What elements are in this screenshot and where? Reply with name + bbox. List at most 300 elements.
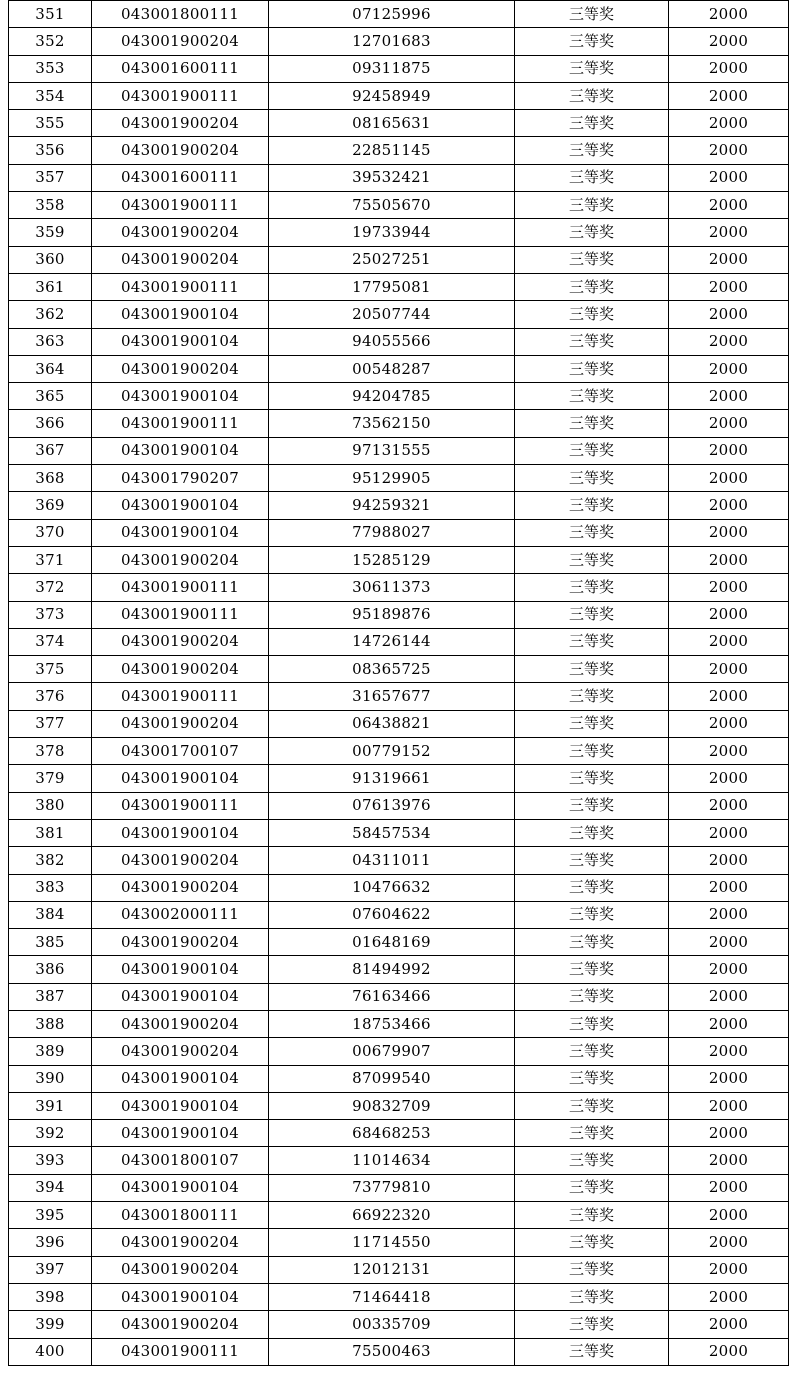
prize-amount-cell: 2000 (669, 1202, 789, 1229)
prize-level-cell: 三等奖 (515, 628, 669, 655)
prize-level-cell: 三等奖 (515, 1338, 669, 1365)
table-row (9, 574, 789, 601)
prize-level-cell: 三等奖 (515, 273, 669, 300)
invoice-number-cell: 08165631 (269, 110, 515, 137)
invoice-number-cell: 94204785 (269, 383, 515, 410)
prize-amount-cell: 2000 (669, 1311, 789, 1338)
invoice-number-cell: 71464418 (269, 1283, 515, 1310)
invoice-number-cell: 12012131 (269, 1256, 515, 1283)
row-index-cell: 356 (9, 137, 92, 164)
row-index-cell: 390 (9, 1065, 92, 1092)
prize-amount-cell: 2000 (669, 847, 789, 874)
prize-level-cell: 三等奖 (515, 1065, 669, 1092)
invoice-code-cell: 043001900204 (92, 110, 269, 137)
invoice-number-cell: 97131555 (269, 437, 515, 464)
invoice-number-cell: 30611373 (269, 574, 515, 601)
invoice-number-cell: 73779810 (269, 1174, 515, 1201)
prize-level-cell: 三等奖 (515, 847, 669, 874)
table-row (9, 1283, 789, 1310)
prize-table (8, 0, 789, 1366)
prize-level-cell: 三等奖 (515, 983, 669, 1010)
row-index-cell: 387 (9, 983, 92, 1010)
invoice-code-cell: 043001900204 (92, 137, 269, 164)
prize-amount-cell: 2000 (669, 328, 789, 355)
row-index-cell: 359 (9, 219, 92, 246)
prize-level-cell: 三等奖 (515, 383, 669, 410)
table-row (9, 874, 789, 901)
invoice-code-cell: 043001900111 (92, 273, 269, 300)
invoice-code-cell: 043001900204 (92, 847, 269, 874)
invoice-number-cell: 12701683 (269, 28, 515, 55)
row-index-cell: 364 (9, 355, 92, 382)
invoice-number-cell: 11714550 (269, 1229, 515, 1256)
table-row (9, 1256, 789, 1283)
prize-amount-cell: 2000 (669, 546, 789, 573)
prize-level-cell: 三等奖 (515, 574, 669, 601)
prize-amount-cell: 2000 (669, 437, 789, 464)
prize-amount-cell: 2000 (669, 55, 789, 82)
invoice-number-cell: 20507744 (269, 301, 515, 328)
table-row (9, 1010, 789, 1037)
invoice-code-cell: 043001600111 (92, 55, 269, 82)
table-row (9, 192, 789, 219)
row-index-cell: 369 (9, 492, 92, 519)
invoice-code-cell: 043001790207 (92, 465, 269, 492)
prize-amount-cell: 2000 (669, 137, 789, 164)
invoice-code-cell: 043001800111 (92, 1, 269, 28)
prize-level-cell: 三等奖 (515, 710, 669, 737)
row-index-cell: 358 (9, 192, 92, 219)
invoice-number-cell: 66922320 (269, 1202, 515, 1229)
table-row (9, 465, 789, 492)
prize-amount-cell: 2000 (669, 192, 789, 219)
row-index-cell: 376 (9, 683, 92, 710)
row-index-cell: 389 (9, 1038, 92, 1065)
prize-level-cell: 三等奖 (515, 546, 669, 573)
invoice-code-cell: 043001900104 (92, 437, 269, 464)
row-index-cell: 353 (9, 55, 92, 82)
invoice-code-cell: 043001900204 (92, 1256, 269, 1283)
invoice-number-cell: 75500463 (269, 1338, 515, 1365)
invoice-number-cell: 07613976 (269, 792, 515, 819)
row-index-cell: 379 (9, 765, 92, 792)
prize-amount-cell: 2000 (669, 246, 789, 273)
invoice-number-cell: 90832709 (269, 1092, 515, 1119)
row-index-cell: 372 (9, 574, 92, 601)
prize-amount-cell: 2000 (669, 819, 789, 846)
invoice-code-cell: 043001900104 (92, 765, 269, 792)
invoice-number-cell: 19733944 (269, 219, 515, 246)
row-index-cell: 383 (9, 874, 92, 901)
row-index-cell: 377 (9, 710, 92, 737)
invoice-number-cell: 00779152 (269, 738, 515, 765)
table-row (9, 164, 789, 191)
invoice-code-cell: 043001900104 (92, 519, 269, 546)
prize-amount-cell: 2000 (669, 164, 789, 191)
invoice-number-cell: 73562150 (269, 410, 515, 437)
row-index-cell: 354 (9, 82, 92, 109)
table-row (9, 847, 789, 874)
prize-level-cell: 三等奖 (515, 1147, 669, 1174)
prize-level-cell: 三等奖 (515, 246, 669, 273)
invoice-number-cell: 18753466 (269, 1010, 515, 1037)
table-row (9, 901, 789, 928)
table-row (9, 738, 789, 765)
table-row (9, 519, 789, 546)
prize-level-cell: 三等奖 (515, 683, 669, 710)
row-index-cell: 355 (9, 110, 92, 137)
row-index-cell: 361 (9, 273, 92, 300)
prize-amount-cell: 2000 (669, 901, 789, 928)
prize-amount-cell: 2000 (669, 710, 789, 737)
row-index-cell: 391 (9, 1092, 92, 1119)
row-index-cell: 362 (9, 301, 92, 328)
prize-level-cell: 三等奖 (515, 1038, 669, 1065)
table-row (9, 355, 789, 382)
invoice-code-cell: 043002000111 (92, 901, 269, 928)
invoice-number-cell: 00548287 (269, 355, 515, 382)
prize-level-cell: 三等奖 (515, 28, 669, 55)
row-index-cell: 386 (9, 956, 92, 983)
prize-level-cell: 三等奖 (515, 301, 669, 328)
table-row (9, 1174, 789, 1201)
invoice-number-cell: 14726144 (269, 628, 515, 655)
prize-amount-cell: 2000 (669, 82, 789, 109)
invoice-code-cell: 043001900204 (92, 355, 269, 382)
invoice-code-cell: 043001900204 (92, 219, 269, 246)
row-index-cell: 373 (9, 601, 92, 628)
prize-level-cell: 三等奖 (515, 819, 669, 846)
prize-level-cell: 三等奖 (515, 355, 669, 382)
prize-amount-cell: 2000 (669, 465, 789, 492)
prize-amount-cell: 2000 (669, 874, 789, 901)
invoice-number-cell: 22851145 (269, 137, 515, 164)
prize-amount-cell: 2000 (669, 273, 789, 300)
row-index-cell: 384 (9, 901, 92, 928)
prize-amount-cell: 2000 (669, 601, 789, 628)
invoice-code-cell: 043001900104 (92, 1092, 269, 1119)
table-row (9, 410, 789, 437)
prize-amount-cell: 2000 (669, 1, 789, 28)
table-row (9, 956, 789, 983)
prize-amount-cell: 2000 (669, 656, 789, 683)
row-index-cell: 370 (9, 519, 92, 546)
invoice-number-cell: 95129905 (269, 465, 515, 492)
prize-amount-cell: 2000 (669, 301, 789, 328)
table-row (9, 628, 789, 655)
prize-level-cell: 三等奖 (515, 1174, 669, 1201)
prize-level-cell: 三等奖 (515, 1, 669, 28)
row-index-cell: 393 (9, 1147, 92, 1174)
invoice-code-cell: 043001800111 (92, 1202, 269, 1229)
table-row (9, 929, 789, 956)
row-index-cell: 380 (9, 792, 92, 819)
table-row (9, 1338, 789, 1365)
row-index-cell: 351 (9, 1, 92, 28)
invoice-code-cell: 043001900104 (92, 1283, 269, 1310)
row-index-cell: 395 (9, 1202, 92, 1229)
table-row (9, 1311, 789, 1338)
table-row (9, 110, 789, 137)
table-row (9, 1120, 789, 1147)
prize-level-cell: 三等奖 (515, 1092, 669, 1119)
invoice-code-cell: 043001900111 (92, 601, 269, 628)
prize-amount-cell: 2000 (669, 219, 789, 246)
prize-amount-cell: 2000 (669, 410, 789, 437)
table-row (9, 983, 789, 1010)
invoice-number-cell: 15285129 (269, 546, 515, 573)
row-index-cell: 392 (9, 1120, 92, 1147)
row-index-cell: 396 (9, 1229, 92, 1256)
invoice-code-cell: 043001900104 (92, 383, 269, 410)
prize-level-cell: 三等奖 (515, 1010, 669, 1037)
prize-amount-cell: 2000 (669, 492, 789, 519)
table-row (9, 1038, 789, 1065)
invoice-number-cell: 08365725 (269, 656, 515, 683)
table-row (9, 1, 789, 28)
table-row (9, 492, 789, 519)
invoice-number-cell: 25027251 (269, 246, 515, 273)
invoice-code-cell: 043001900111 (92, 792, 269, 819)
table-row (9, 328, 789, 355)
invoice-number-cell: 00679907 (269, 1038, 515, 1065)
table-row (9, 219, 789, 246)
prize-amount-cell: 2000 (669, 574, 789, 601)
invoice-number-cell: 31657677 (269, 683, 515, 710)
prize-amount-cell: 2000 (669, 1174, 789, 1201)
prize-level-cell: 三等奖 (515, 1202, 669, 1229)
row-index-cell: 368 (9, 465, 92, 492)
prize-level-cell: 三等奖 (515, 55, 669, 82)
prize-level-cell: 三等奖 (515, 792, 669, 819)
row-index-cell: 400 (9, 1338, 92, 1365)
invoice-code-cell: 043001900204 (92, 929, 269, 956)
prize-amount-cell: 2000 (669, 1338, 789, 1365)
invoice-code-cell: 043001900204 (92, 246, 269, 273)
invoice-number-cell: 06438821 (269, 710, 515, 737)
invoice-code-cell: 043001900104 (92, 492, 269, 519)
prize-amount-cell: 2000 (669, 683, 789, 710)
invoice-code-cell: 043001900104 (92, 328, 269, 355)
invoice-number-cell: 76163466 (269, 983, 515, 1010)
invoice-number-cell: 87099540 (269, 1065, 515, 1092)
row-index-cell: 397 (9, 1256, 92, 1283)
table-row (9, 137, 789, 164)
prize-level-cell: 三等奖 (515, 164, 669, 191)
invoice-number-cell: 01648169 (269, 929, 515, 956)
invoice-code-cell: 043001900204 (92, 1038, 269, 1065)
invoice-code-cell: 043001900204 (92, 546, 269, 573)
prize-level-cell: 三等奖 (515, 519, 669, 546)
invoice-number-cell: 94055566 (269, 328, 515, 355)
invoice-code-cell: 043001900111 (92, 683, 269, 710)
invoice-code-cell: 043001600111 (92, 164, 269, 191)
prize-level-cell: 三等奖 (515, 437, 669, 464)
prize-amount-cell: 2000 (669, 355, 789, 382)
table-row (9, 792, 789, 819)
invoice-code-cell: 043001900104 (92, 956, 269, 983)
prize-amount-cell: 2000 (669, 738, 789, 765)
invoice-code-cell: 043001900204 (92, 28, 269, 55)
prize-level-cell: 三等奖 (515, 738, 669, 765)
prize-level-cell: 三等奖 (515, 1120, 669, 1147)
prize-amount-cell: 2000 (669, 383, 789, 410)
table-row (9, 765, 789, 792)
prize-amount-cell: 2000 (669, 1147, 789, 1174)
invoice-code-cell: 043001900204 (92, 656, 269, 683)
prize-amount-cell: 2000 (669, 765, 789, 792)
invoice-code-cell: 043001900104 (92, 819, 269, 846)
prize-level-cell: 三等奖 (515, 956, 669, 983)
prize-level-cell: 三等奖 (515, 765, 669, 792)
invoice-code-cell: 043001900104 (92, 301, 269, 328)
invoice-code-cell: 043001900204 (92, 628, 269, 655)
table-row (9, 1229, 789, 1256)
table-row (9, 1092, 789, 1119)
row-index-cell: 367 (9, 437, 92, 464)
invoice-code-cell: 043001900204 (92, 1010, 269, 1037)
table-row (9, 273, 789, 300)
invoice-code-cell: 043001900104 (92, 1174, 269, 1201)
prize-level-cell: 三等奖 (515, 1229, 669, 1256)
invoice-number-cell: 10476632 (269, 874, 515, 901)
invoice-code-cell: 043001900204 (92, 874, 269, 901)
row-index-cell: 382 (9, 847, 92, 874)
invoice-code-cell: 043001900111 (92, 192, 269, 219)
row-index-cell: 366 (9, 410, 92, 437)
prize-level-cell: 三等奖 (515, 465, 669, 492)
row-index-cell: 398 (9, 1283, 92, 1310)
table-row (9, 656, 789, 683)
table-row (9, 437, 789, 464)
table-row (9, 1065, 789, 1092)
prize-amount-cell: 2000 (669, 1256, 789, 1283)
prize-level-cell: 三等奖 (515, 656, 669, 683)
table-row (9, 301, 789, 328)
invoice-code-cell: 043001900111 (92, 574, 269, 601)
prize-amount-cell: 2000 (669, 792, 789, 819)
prize-level-cell: 三等奖 (515, 1311, 669, 1338)
table-row (9, 28, 789, 55)
prize-amount-cell: 2000 (669, 956, 789, 983)
invoice-number-cell: 91319661 (269, 765, 515, 792)
invoice-code-cell: 043001800107 (92, 1147, 269, 1174)
prize-amount-cell: 2000 (669, 628, 789, 655)
invoice-code-cell: 043001900111 (92, 1338, 269, 1365)
invoice-number-cell: 95189876 (269, 601, 515, 628)
prize-level-cell: 三等奖 (515, 874, 669, 901)
row-index-cell: 352 (9, 28, 92, 55)
prize-amount-cell: 2000 (669, 983, 789, 1010)
table-row (9, 546, 789, 573)
invoice-code-cell: 043001900111 (92, 82, 269, 109)
prize-level-cell: 三等奖 (515, 601, 669, 628)
invoice-number-cell: 58457534 (269, 819, 515, 846)
row-index-cell: 375 (9, 656, 92, 683)
invoice-number-cell: 09311875 (269, 55, 515, 82)
table-row (9, 82, 789, 109)
prize-amount-cell: 2000 (669, 1120, 789, 1147)
invoice-code-cell: 043001900204 (92, 1311, 269, 1338)
row-index-cell: 374 (9, 628, 92, 655)
row-index-cell: 399 (9, 1311, 92, 1338)
prize-level-cell: 三等奖 (515, 1256, 669, 1283)
invoice-number-cell: 07125996 (269, 1, 515, 28)
row-index-cell: 394 (9, 1174, 92, 1201)
invoice-number-cell: 94259321 (269, 492, 515, 519)
prize-amount-cell: 2000 (669, 929, 789, 956)
invoice-number-cell: 00335709 (269, 1311, 515, 1338)
invoice-number-cell: 75505670 (269, 192, 515, 219)
invoice-code-cell: 043001700107 (92, 738, 269, 765)
prize-amount-cell: 2000 (669, 1065, 789, 1092)
table-row (9, 246, 789, 273)
row-index-cell: 357 (9, 164, 92, 191)
row-index-cell: 365 (9, 383, 92, 410)
prize-level-cell: 三等奖 (515, 82, 669, 109)
table-row (9, 819, 789, 846)
row-index-cell: 388 (9, 1010, 92, 1037)
prize-amount-cell: 2000 (669, 1283, 789, 1310)
table-row (9, 683, 789, 710)
invoice-code-cell: 043001900204 (92, 1229, 269, 1256)
prize-level-cell: 三等奖 (515, 328, 669, 355)
invoice-code-cell: 043001900111 (92, 410, 269, 437)
row-index-cell: 371 (9, 546, 92, 573)
prize-level-cell: 三等奖 (515, 219, 669, 246)
invoice-code-cell: 043001900104 (92, 983, 269, 1010)
invoice-number-cell: 92458949 (269, 82, 515, 109)
prize-amount-cell: 2000 (669, 28, 789, 55)
prize-level-cell: 三等奖 (515, 110, 669, 137)
invoice-number-cell: 04311011 (269, 847, 515, 874)
invoice-number-cell: 81494992 (269, 956, 515, 983)
invoice-number-cell: 11014634 (269, 1147, 515, 1174)
invoice-number-cell: 39532421 (269, 164, 515, 191)
table-row (9, 55, 789, 82)
row-index-cell: 360 (9, 246, 92, 273)
prize-level-cell: 三等奖 (515, 192, 669, 219)
table-row (9, 601, 789, 628)
prize-level-cell: 三等奖 (515, 137, 669, 164)
row-index-cell: 381 (9, 819, 92, 846)
table-row (9, 383, 789, 410)
table-row (9, 710, 789, 737)
invoice-number-cell: 17795081 (269, 273, 515, 300)
invoice-number-cell: 07604622 (269, 901, 515, 928)
prize-level-cell: 三等奖 (515, 1283, 669, 1310)
invoice-code-cell: 043001900104 (92, 1065, 269, 1092)
prize-level-cell: 三等奖 (515, 410, 669, 437)
prize-table-body (9, 1, 789, 1366)
row-index-cell: 385 (9, 929, 92, 956)
prize-level-cell: 三等奖 (515, 929, 669, 956)
row-index-cell: 378 (9, 738, 92, 765)
prize-amount-cell: 2000 (669, 519, 789, 546)
invoice-number-cell: 68468253 (269, 1120, 515, 1147)
invoice-code-cell: 043001900104 (92, 1120, 269, 1147)
prize-level-cell: 三等奖 (515, 492, 669, 519)
prize-level-cell: 三等奖 (515, 901, 669, 928)
prize-amount-cell: 2000 (669, 110, 789, 137)
prize-amount-cell: 2000 (669, 1010, 789, 1037)
row-index-cell: 363 (9, 328, 92, 355)
prize-amount-cell: 2000 (669, 1229, 789, 1256)
prize-amount-cell: 2000 (669, 1092, 789, 1119)
invoice-code-cell: 043001900204 (92, 710, 269, 737)
prize-amount-cell: 2000 (669, 1038, 789, 1065)
invoice-number-cell: 77988027 (269, 519, 515, 546)
